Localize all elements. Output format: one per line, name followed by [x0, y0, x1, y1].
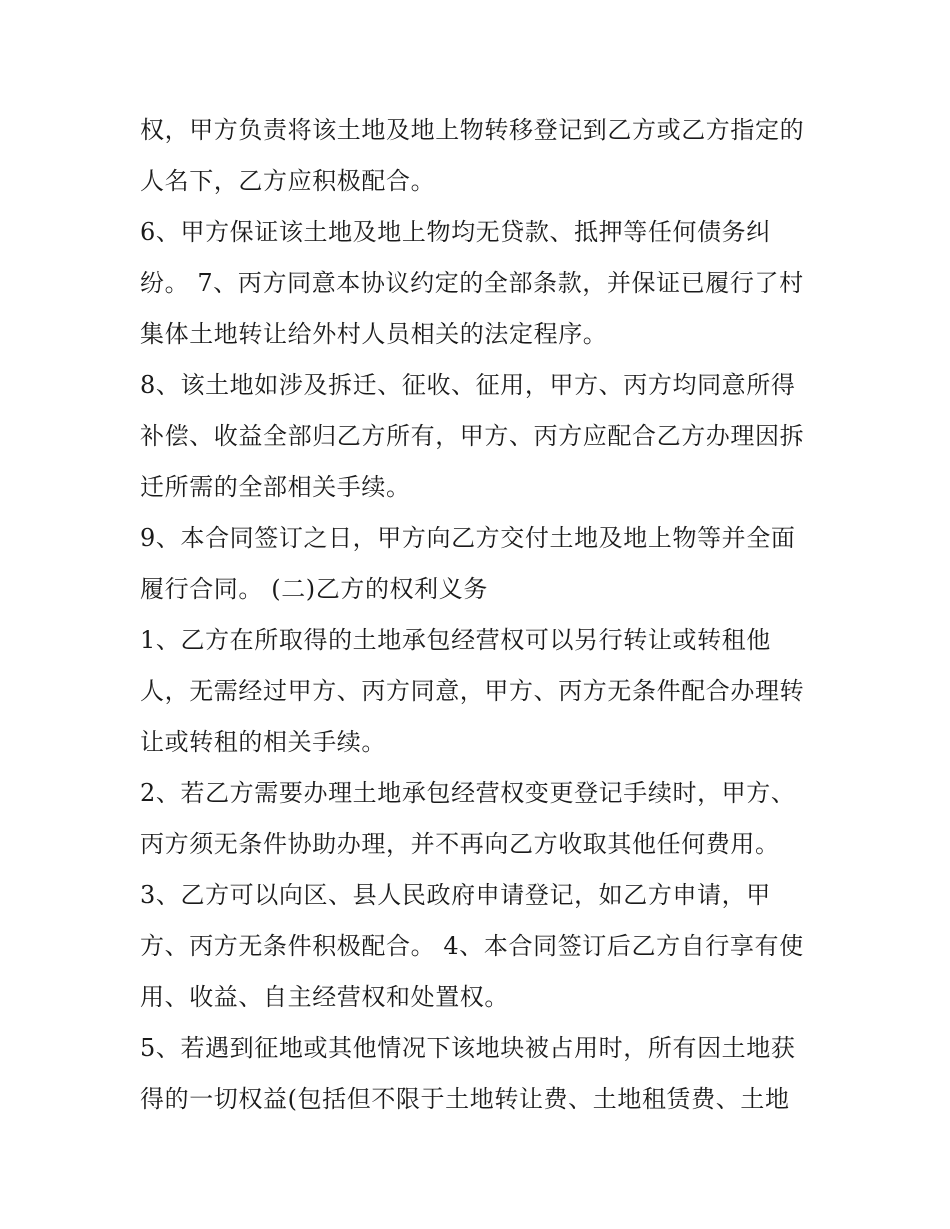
text-line: 履行合同。 (二)乙方的权利义务 [140, 575, 488, 603]
text-line: 补偿、收益全部归乙方所有，甲方、丙方应配合乙方办理因拆 [140, 422, 805, 450]
text-line: 用、收益、自主经营权和处置权。 [140, 983, 509, 1011]
text-line: 5、若遇到征地或其他情况下该地块被占用时，所有因土地获 [140, 1034, 796, 1062]
text-line: 6、甲方保证该土地及地上物均无贷款、抵押等任何债务纠 [140, 218, 771, 246]
text-line: 让或转租的相关手续。 [140, 728, 386, 756]
document-body [140, 105, 820, 1125]
text-line: 人名下，乙方应积极配合。 [140, 167, 436, 195]
text-line: 8、该土地如涉及拆迁、征收、征用，甲方、丙方均同意所得 [140, 371, 796, 399]
text-line: 2、若乙方需要办理土地承包经营权变更登记手续时，甲方、 [140, 779, 796, 807]
text-line: 方、丙方无条件积极配合。 4、本合同签订后乙方自行享有使 [140, 932, 804, 960]
text-line: 3、乙方可以向区、县人民政府申请登记，如乙方申请，甲 [140, 881, 771, 909]
text-line: 迁所需的全部相关手续。 [140, 473, 411, 501]
text-line: 丙方须无条件协助办理，并不再向乙方收取其他任何费用。 [140, 830, 780, 858]
text-line: 得的一切权益(包括但不限于土地转让费、土地租赁费、土地 [140, 1085, 790, 1113]
text-line: 集体土地转让给外村人员相关的法定程序。 [140, 320, 608, 348]
text-line: 纷。 7、丙方同意本协议约定的全部条款，并保证已履行了村 [140, 269, 804, 297]
text-line: 9、本合同签订之日，甲方向乙方交付土地及地上物等并全面 [140, 524, 796, 552]
text-line: 1、乙方在所取得的土地承包经营权可以另行转让或转租他 [140, 626, 771, 654]
text-line: 人，无需经过甲方、丙方同意，甲方、丙方无条件配合办理转 [140, 677, 805, 705]
text-line: 权，甲方负责将该土地及地上物转移登记到乙方或乙方指定的 [140, 116, 805, 144]
